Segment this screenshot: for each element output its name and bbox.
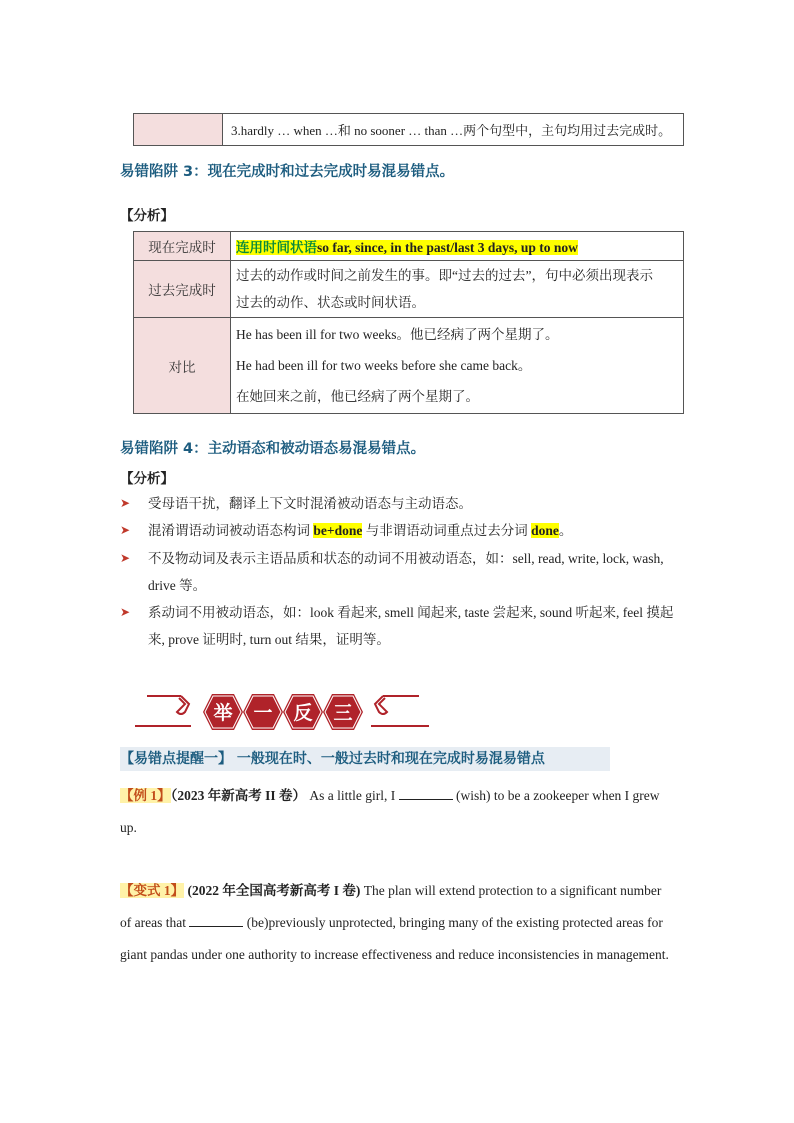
banner-right-ornament — [371, 696, 429, 726]
row-past-perfect-label: 过去完成时 — [134, 261, 231, 318]
bullet-item: ➤ 不及物动词及表示主语品质和状态的动词不用被动语态，如：sell, read, write, lock, wash, drive 等。 — [120, 545, 700, 599]
row-compare-text — [231, 318, 684, 414]
variant-1: 【变式 1】 (2022 年全国高考新高考 I 卷) The plan will extend protection to a significant number of areas that (be)previously unprotected, bringing many of the existing protected areas for giant pandas under one authority to increase effectiveness and reduce inconsistencies in management. — [120, 883, 669, 962]
trap3-title: 易错陷阱 3：现在完成时和过去完成时易混易错点。 — [120, 164, 455, 180]
banner-char: 举 — [213, 702, 233, 724]
top-table-label-cell — [134, 114, 223, 146]
top-table-text: 3.hardly … when …和 no sooner … than …两个句型中，主句均用过去完成时。 — [223, 114, 684, 146]
compare-line-1: He has been ill for two weeks。他已经病了两个星期了。 — [236, 327, 559, 342]
arrow-bullet-icon: ➤ — [120, 496, 131, 510]
trap4-title: 易错陷阱 4：主动语态和被动语态易混易错点。 — [120, 441, 426, 457]
arrow-bullet-icon: ➤ — [120, 551, 131, 565]
practice-banner — [133, 684, 433, 740]
bullet-item: ➤ 受母语干扰，翻译上下文时混淆被动语态与主动语态。 — [120, 490, 700, 517]
arrow-bullet-icon: ➤ — [120, 523, 131, 537]
reminder-title: 【易错点提醒一】 一般现在时、一般过去时和现在完成时易混易错点 — [120, 747, 610, 771]
compare-line-3: 在她回来之前，他已经病了两个星期了。 — [236, 389, 479, 404]
trap3-analysis-label: 【分析】 — [120, 208, 174, 224]
trap3-table — [133, 231, 684, 414]
row-present-perfect-label: 现在完成时 — [134, 232, 231, 261]
row-compare-label: 对比 — [134, 318, 231, 414]
be-done-highlight: be+done — [313, 523, 363, 538]
variant-1-label: 【变式 1】 — [120, 883, 185, 898]
variant-1-source: (2022 年全国高考新高考 I 卷) — [184, 883, 361, 898]
done-highlight: done — [531, 523, 559, 538]
compare-line-2: He had been ill for two weeks before she came back。 — [236, 358, 532, 373]
arrow-bullet-icon: ➤ — [120, 605, 131, 619]
time-adverbial-list: so far, since, in the past/last 3 days, up to now — [317, 240, 578, 255]
bullet-item: ➤ 系动词不用被动语态，如：look 看起来, smell 闻起来, taste 尝起来, sound 听起来, feel 摸起 来, prove 证明时, turn out 结果，证明等。 — [120, 599, 700, 653]
banner-char: 反 — [293, 702, 313, 724]
banner-char: 一 — [253, 702, 273, 724]
example-1-label: 【例 1】 — [120, 788, 171, 803]
past-perfect-line-2: 过去的动作、状态或时间状语。 — [236, 295, 425, 310]
row-past-perfect-text — [231, 261, 684, 318]
banner-left-ornament — [135, 696, 191, 726]
bullet-item: ➤ 混淆谓语动词被动语态构词 be+done 与非谓语动词重点过去分词 done。 — [120, 517, 700, 544]
top-table — [133, 113, 684, 146]
trap4-analysis-label: 【分析】 — [120, 471, 174, 487]
past-perfect-line-1: 过去的动作或时间之前发生的事。即“过去的过去”，句中必须出现表示 — [236, 268, 653, 283]
example-1-source: （2023 年新高考 II 卷） — [170, 788, 307, 803]
row-present-perfect-text — [231, 232, 684, 261]
answer-blank[interactable] — [399, 787, 453, 800]
time-adverbial-prefix: 连用时间状语 — [236, 240, 317, 255]
answer-blank[interactable] — [189, 914, 243, 927]
banner-char: 三 — [333, 702, 353, 724]
example-1: 【例 1】（2023 年新高考 II 卷） As a little girl, I (wish) to be a zookeeper when I grew up. — [120, 788, 660, 835]
